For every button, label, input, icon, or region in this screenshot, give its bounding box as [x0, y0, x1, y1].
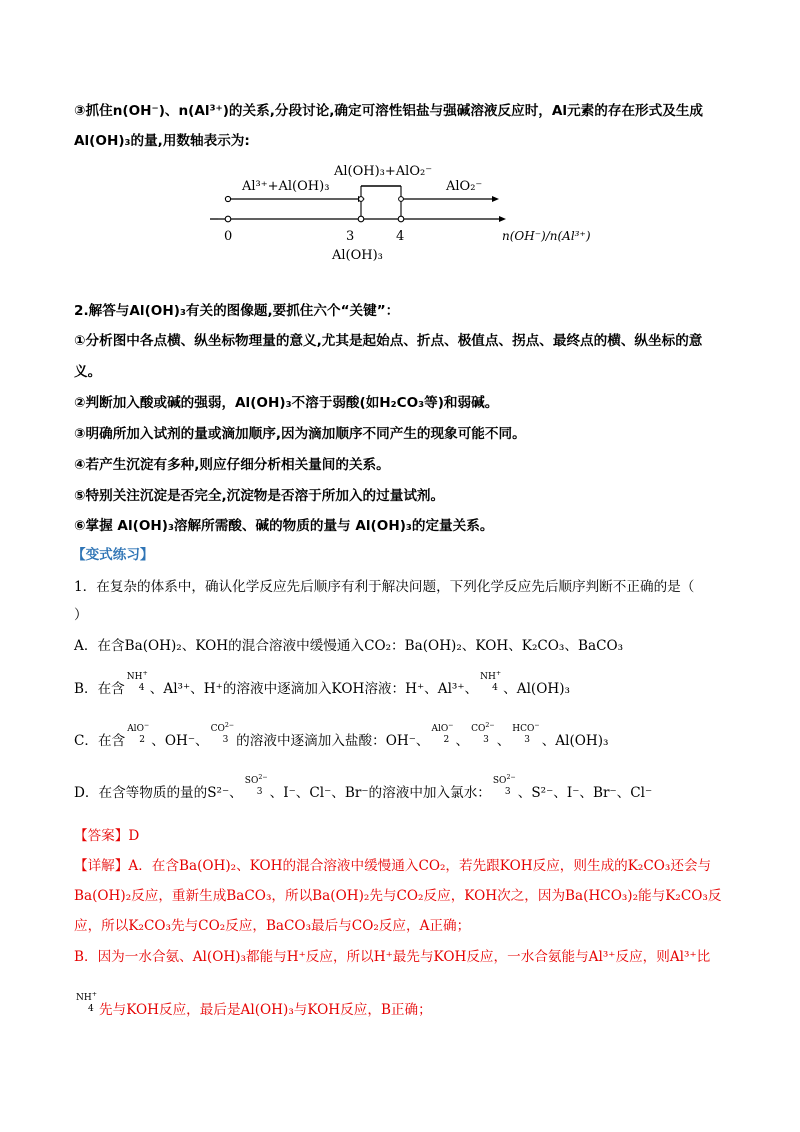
practice-header: 【变式练习】: [72, 547, 154, 563]
question-1-line2: ）: [74, 607, 88, 623]
aluminate-formula: AlO− 2: [431, 721, 454, 745]
option-c: C．在含 AlO− 2 、OH⁻、 $CO^{2-}$ 3 的溶液中逐滴加入盐酸：OH⁻、 AlO− 2 、 $CO^{2-}$ 3 、 HCO− 3 、Al(OH)₃: [74, 721, 609, 749]
axis-tick-4: 4: [396, 229, 405, 244]
axis-tick-0: 0: [224, 229, 233, 244]
axis-below-3: Al(OH)₃: [332, 248, 383, 263]
axis-seg2-label: Al(OH)₃+AlO₂⁻: [334, 164, 433, 179]
ammonium-formula: NH+ 4: [480, 669, 502, 693]
axis-seg3-label: AlO₂⁻: [446, 179, 483, 194]
detail-line5: NH+ 4 先与KOH反应，最后是Al(OH)₃与KOH反应，B正确；: [76, 990, 432, 1018]
axis-arrow-icon: [499, 216, 506, 222]
option-b: B．在含 NH+ 4 、Al³⁺、H⁺的溶液中逐滴加入KOH溶液：H⁺、Al³⁺、 NH+ 4 、Al(OH)₃: [74, 669, 570, 697]
p3-line1: ③抓住n(OH⁻)、n(Al³⁺)的关系,分段讨论,确定可溶性铝盐与强碱溶液反应时，Al元素的存在形式及生成: [74, 103, 704, 119]
option-d: D．在含等物质的量的S²⁻、 $SO^{2-}$ 3 、I⁻、Cl⁻、Br⁻的溶液中加入氯水： $SO^{2-}$ 3 、S²⁻、I⁻、Br⁻、Cl⁻: [74, 773, 653, 801]
detail-line3: 应，所以K₂CO₃先与CO₂反应，BaCO₃最后与CO₂反应，A正确；: [74, 918, 471, 934]
sec2-key3: ③明确所加入试剂的量或滴加顺序,因为滴加顺序不同产生的现象可能不同。: [74, 426, 526, 442]
axis-tick-3: 3: [346, 229, 355, 244]
bicarbonate-formula: HCO− 3: [512, 721, 540, 745]
detail-line2: Ba(OH)₂反应，重新生成BaCO₃，所以Ba(OH)₂先与CO₂反应，KOH次之，因为Ba(HCO₃)₂能与K₂CO₃反: [74, 888, 722, 904]
question-1-line1: 1．在复杂的体系中，确认化学反应先后顺序有利于解决问题，下列化学反应先后顺序判断不正确的是（: [74, 579, 695, 595]
option-a: A．在含Ba(OH)₂、KOH的混合溶液中缓慢通入CO₂：Ba(OH)₂、KOH、K₂CO₃、BaCO₃: [74, 638, 624, 654]
carbonate-formula: $CO^{2-}$ 3: [471, 721, 495, 745]
axis-xlabel: n(OH⁻)/n(Al³⁺): [502, 229, 591, 243]
sec2-key1b: 义。: [74, 364, 102, 380]
number-axis-diagram: [210, 158, 620, 270]
sec2-key6: ⑥掌握 Al(OH)₃溶解所需酸、碱的物质的量与 Al(OH)₃的定量关系。: [74, 518, 494, 534]
ammonium-formula: NH+ 4: [126, 669, 148, 693]
sec2-title: 2.解答与Al(OH)₃有关的图像题,要抓住六个“关键”：: [74, 303, 400, 319]
axis-seg1-label: Al³⁺+Al(OH)₃: [242, 179, 330, 194]
detail-line1: 【详解】A．在含Ba(OH)₂、KOH的混合溶液中缓慢通入CO₂，若先跟KOH反应，则生成的K₂CO₃还会与: [74, 858, 712, 874]
answer-line: 【答案】D: [74, 828, 140, 844]
sulfite-formula: $SO^{2-}$ 3: [492, 773, 516, 797]
sec2-key1a: ①分析图中各点横、纵坐标物理量的意义,尤其是起始点、折点、极值点、拐点、最终点的横、纵坐标的意: [74, 333, 703, 349]
sulfite-formula: $SO^{2-}$ 3: [244, 773, 268, 797]
detail-line4: B．因为一水合氨、Al(OH)₃都能与H⁺反应，所以H⁺最先与KOH反应，一水合氨能与Al³⁺反应，则Al³⁺比: [74, 949, 711, 965]
sec2-key4: ④若产生沉淀有多种,则应仔细分析相关量间的关系。: [74, 457, 390, 473]
sec2-key2: ②判断加入酸或碱的强弱，Al(OH)₃不溶于弱酸(如H₂CO₃等)和弱碱。: [74, 395, 499, 411]
aluminate-formula: AlO− 2: [127, 721, 150, 745]
ammonium-formula: NH+ 4: [76, 990, 98, 1014]
sec2-key5: ⑤特别关注沉淀是否完全,沉淀物是否溶于所加入的过量试剂。: [74, 488, 445, 504]
p3-line2: Al(OH)₃的量,用数轴表示为:: [74, 133, 250, 149]
carbonate-formula: $CO^{2-}$ 3: [210, 721, 235, 745]
